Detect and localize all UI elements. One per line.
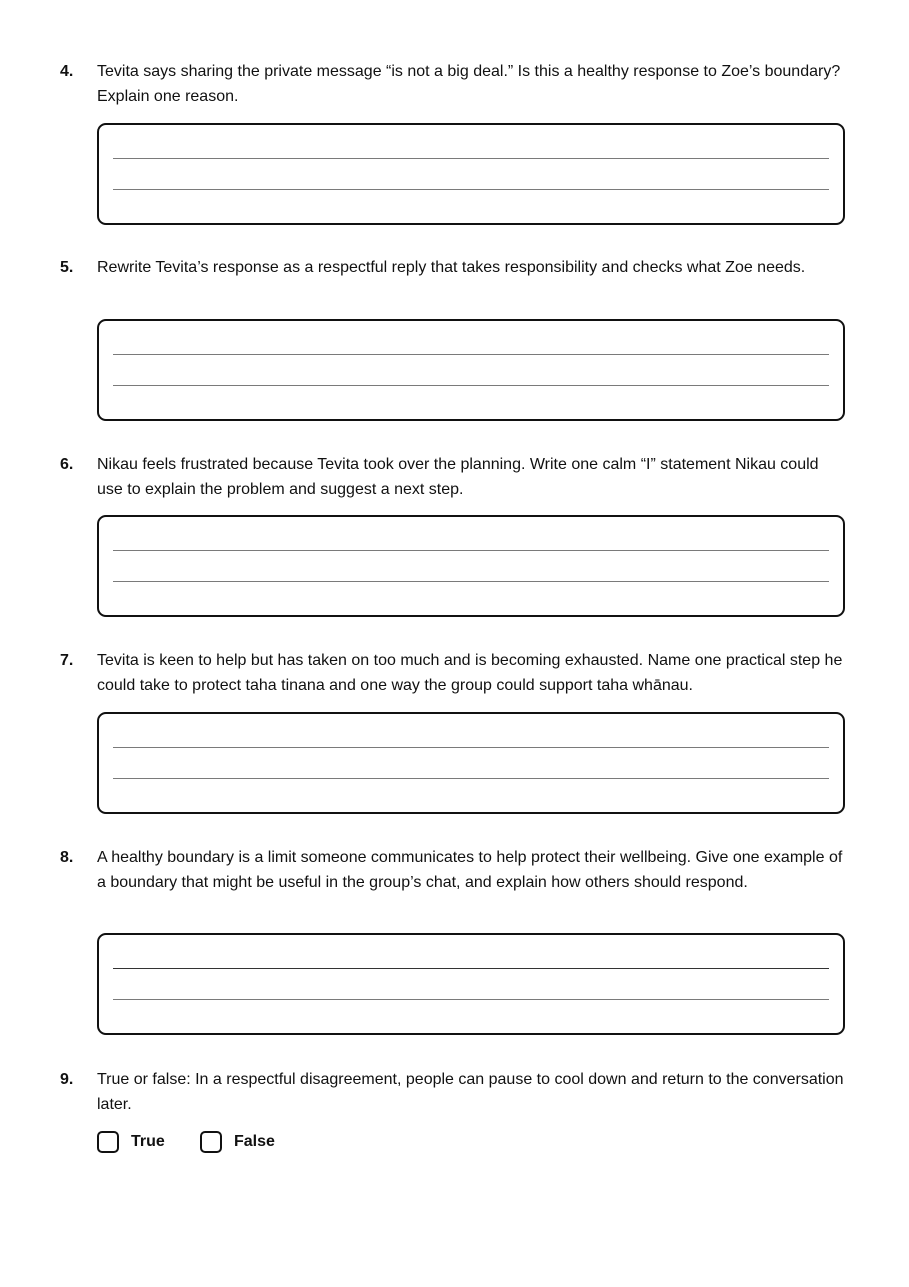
true-checkbox[interactable] [97,1131,119,1153]
question-number: 9. [60,1071,74,1088]
question-number: 8. [60,849,74,866]
question-text: Tevita says sharing the private message “is not a big deal.” Is this a healthy response to Zoe’s boundary? Explain one reason. [97,63,841,105]
writing-line [113,550,829,551]
answer-box[interactable] [97,933,845,1035]
question-number: 7. [60,652,74,669]
question-number: 4. [60,63,74,80]
false-label: False [234,1133,275,1150]
writing-line [113,189,829,190]
writing-line [113,158,829,159]
writing-line [113,385,829,386]
question-number: 5. [60,259,74,276]
question-text: Tevita is keen to help but has taken on too much and is becoming exhausted. Name one practical step he could take to protect taha tinana and one way the group could support taha whānau. [97,652,843,694]
answer-box[interactable] [97,123,845,225]
writing-line [113,778,829,779]
writing-line [113,747,829,748]
writing-line [113,968,829,969]
answer-box[interactable] [97,712,845,814]
answer-box[interactable] [97,515,845,617]
writing-line [113,999,829,1000]
question-number: 6. [60,456,74,473]
writing-line [113,581,829,582]
question-text: A healthy boundary is a limit someone communicates to help protect their wellbeing. Give one example of a boundary that might be useful in the group’s chat, and explain how others should respond. [97,849,843,891]
false-checkbox[interactable] [200,1131,222,1153]
question-text: Rewrite Tevita’s response as a respectful reply that takes responsibility and checks what Zoe needs. [97,259,806,276]
true-label: True [131,1133,165,1150]
answer-box[interactable] [97,319,845,421]
writing-line [113,354,829,355]
question-text: Nikau feels frustrated because Tevita took over the planning. Write one calm “I” statement Nikau could use to explain the problem and suggest a next step. [97,456,819,498]
question-text: True or false: In a respectful disagreement, people can pause to cool down and return to the conversation later. [97,1071,844,1113]
